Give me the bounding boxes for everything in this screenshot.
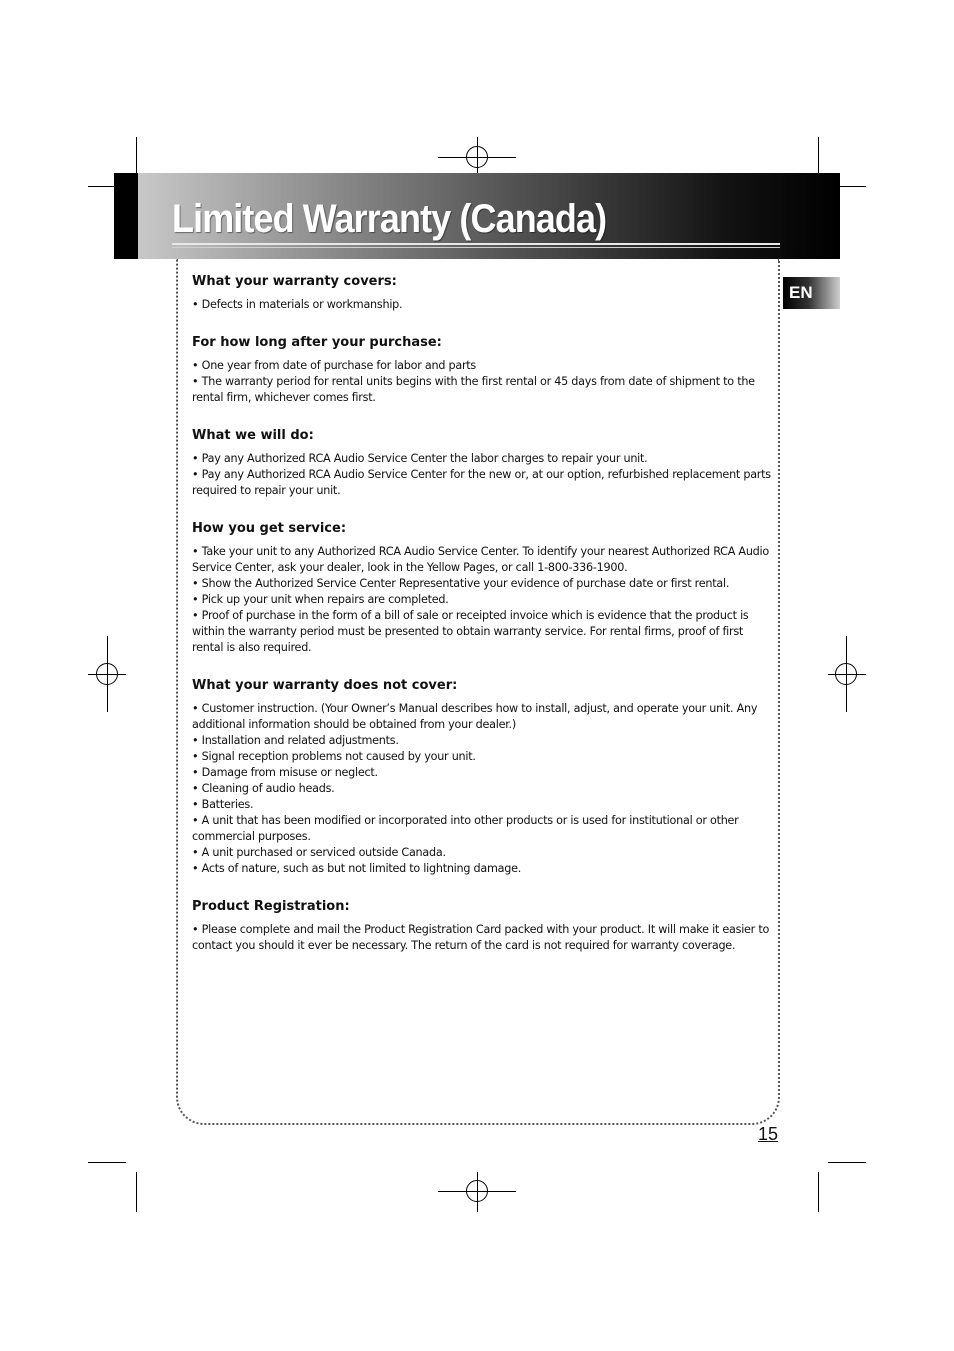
list-item: • Cleaning of audio heads. <box>192 782 335 795</box>
list-item: • Show the Authorized Service Center Representative your evidence of purchase date or first rental. <box>192 577 730 590</box>
warranty-content <box>192 273 772 975</box>
list-item: • Pay any Authorized RCA Audio Service Center for the new or, at our option, refurbished replacement parts required to repair your unit. <box>192 468 771 497</box>
crop-mark <box>818 1172 819 1212</box>
list-item: • A unit that has been modified or incorporated into other products or is used for institutional or other commercial purposes. <box>192 814 739 843</box>
section-coverage <box>192 273 772 313</box>
section-registration <box>192 898 772 954</box>
section-heading: What your warranty does not cover: <box>192 678 458 693</box>
crop-mark <box>88 1162 126 1163</box>
title-underline <box>172 247 780 248</box>
list-item: • Take your unit to any Authorized RCA Audio Service Center. To identify your nearest Authorized RCA Audio Service Center, ask your dealer, look in the Yellow Pages, or call 1-800-336-1900. <box>192 545 769 574</box>
list-item: • Damage from misuse or neglect. <box>192 766 378 779</box>
language-tab <box>783 277 840 309</box>
list-item: • Please complete and mail the Product Registration Card packed with your product. It will make it easier to contact you should it ever be necessary. The return of the card is not required for warranty coverage. <box>192 923 770 952</box>
crop-mark <box>840 186 866 187</box>
list-item: • Signal reception problems not caused by your unit. <box>192 750 476 763</box>
crop-mark <box>88 186 114 187</box>
list-item: • One year from date of purchase for labor and parts <box>192 359 477 372</box>
section-heading: How you get service: <box>192 521 347 536</box>
list-item: • A unit purchased or serviced outside Canada. <box>192 846 446 859</box>
section-heading: Product Registration: <box>192 899 350 914</box>
list-item: • Pay any Authorized RCA Audio Service Center the labor charges to repair your unit. <box>192 452 648 465</box>
section-heading: What your warranty covers: <box>192 274 397 289</box>
list-item: • Customer instruction. (Your Owner’s Manual describes how to install, adjust, and operate your unit. Any additional information should be obtained from your dealer.) <box>192 702 758 731</box>
language-tab-label: EN <box>789 283 813 302</box>
page-number: 15 <box>758 1124 779 1144</box>
section-heading: For how long after your purchase: <box>192 335 442 350</box>
section-heading: What we will do: <box>192 428 314 443</box>
list-item: • Installation and related adjustments. <box>192 734 399 747</box>
list-item: • Acts of nature, such as but not limited to lightning damage. <box>192 862 522 875</box>
section-get-service <box>192 520 772 656</box>
list-item: • The warranty period for rental units begins with the first rental or 45 days from date of shipment to the rental firm, whichever comes first. <box>192 375 755 404</box>
list-item: • Batteries. <box>192 798 254 811</box>
title-banner <box>114 173 840 259</box>
section-duration <box>192 334 772 406</box>
section-what-we-do <box>192 427 772 499</box>
crop-mark <box>818 137 819 173</box>
title-underline <box>172 243 780 245</box>
crop-mark <box>828 1162 866 1163</box>
page-title: Limited Warranty (Canada) <box>172 197 607 241</box>
crop-mark <box>136 137 137 173</box>
list-item: • Proof of purchase in the form of a bill of sale or receipted invoice which is evidence that the product is within the warranty period must be presented to obtain warranty service. For rental firms, proof of first rental is also required. <box>192 609 749 654</box>
crop-mark <box>136 1172 137 1212</box>
list-item: • Defects in materials or workmanship. <box>192 298 403 311</box>
list-item: • Pick up your unit when repairs are completed. <box>192 593 449 606</box>
section-not-covered <box>192 677 772 877</box>
